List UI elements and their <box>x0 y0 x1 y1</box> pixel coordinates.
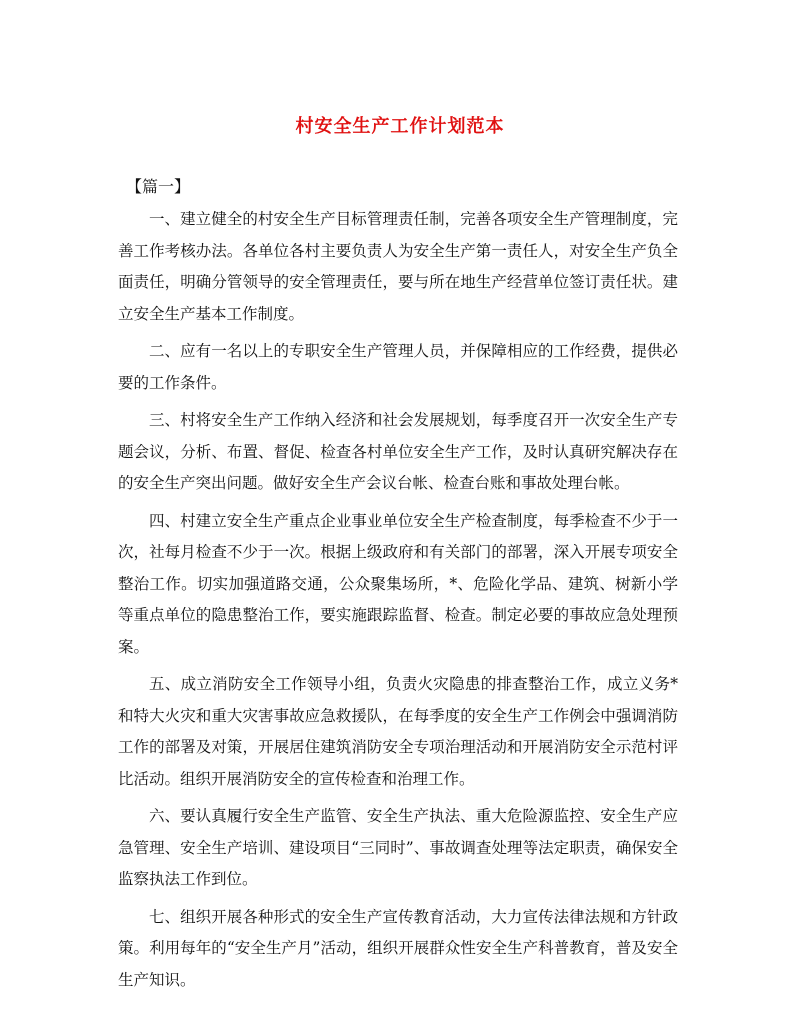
section-label: 【篇一】 <box>126 177 191 196</box>
document-title: 村安全生产工作计划范本 <box>295 116 505 137</box>
paragraph-4: 四、村建立安全生产重点企业事业单位安全生产检查制度，每季检查不少于一次，社每月检查不少于一次。根据上级政府和有关部门的部署，深入开展专项安全整治工作。切实加强道路交通，公众聚集场所，*、危险化学品、建筑、树新小学等重点单位的隐患整治工作，要实施跟踪监督、检查。制定必要的事故应急处理预案。 <box>118 511 678 656</box>
paragraph-5: 五、成立消防安全工作领导小组，负责火灾隐患的排查整治工作，成立义务*和特大火灾和重大灾害事故应急救援队，在每季度的安全生产工作例会中强调消防工作的部署及对策，开展居住建筑消防安全专项治理活动和开展消防安全示范村评比活动。组织开展消防安全的宣传检查和治理工作。 <box>118 675 678 788</box>
paragraph-6: 六、要认真履行安全生产监管、安全生产执法、重大危险源监控、安全生产应急管理、安全生产培训、建设项目“三同时”、事故调查处理等法定职责，确保安全监察执法工作到位。 <box>118 807 678 888</box>
document-body <box>118 204 678 1002</box>
paragraph-7: 七、组织开展各种形式的安全生产宣传教育活动，大力宣传法律法规和方针政策。利用每年的“安全生产月”活动，组织开展群众性安全生产科普教育，普及安全生产知识。 <box>118 907 678 989</box>
paragraph-3: 三、村将安全生产工作纳入经济和社会发展规划，每季度召开一次安全生产专题会议，分析、布置、督促、检查各村单位安全生产工作，及时认真研究解决存在的安全生产突出问题。做好安全生产会议台帐、检查台账和事故处理台帐。 <box>118 411 678 492</box>
paragraph-2: 二、应有一名以上的专职安全生产管理人员，并保障相应的工作经费，提供必要的工作条件。 <box>118 342 678 392</box>
paragraph-1: 一、建立健全的村安全生产目标管理责任制，完善各项安全生产管理制度，完善工作考核办法。各单位各村主要负责人为安全生产第一责任人，对安全生产负全面责任，明确分管领导的安全管理责任，要与所在地生产经营单位签订责任状。建立安全生产基本工作制度。 <box>118 210 678 323</box>
